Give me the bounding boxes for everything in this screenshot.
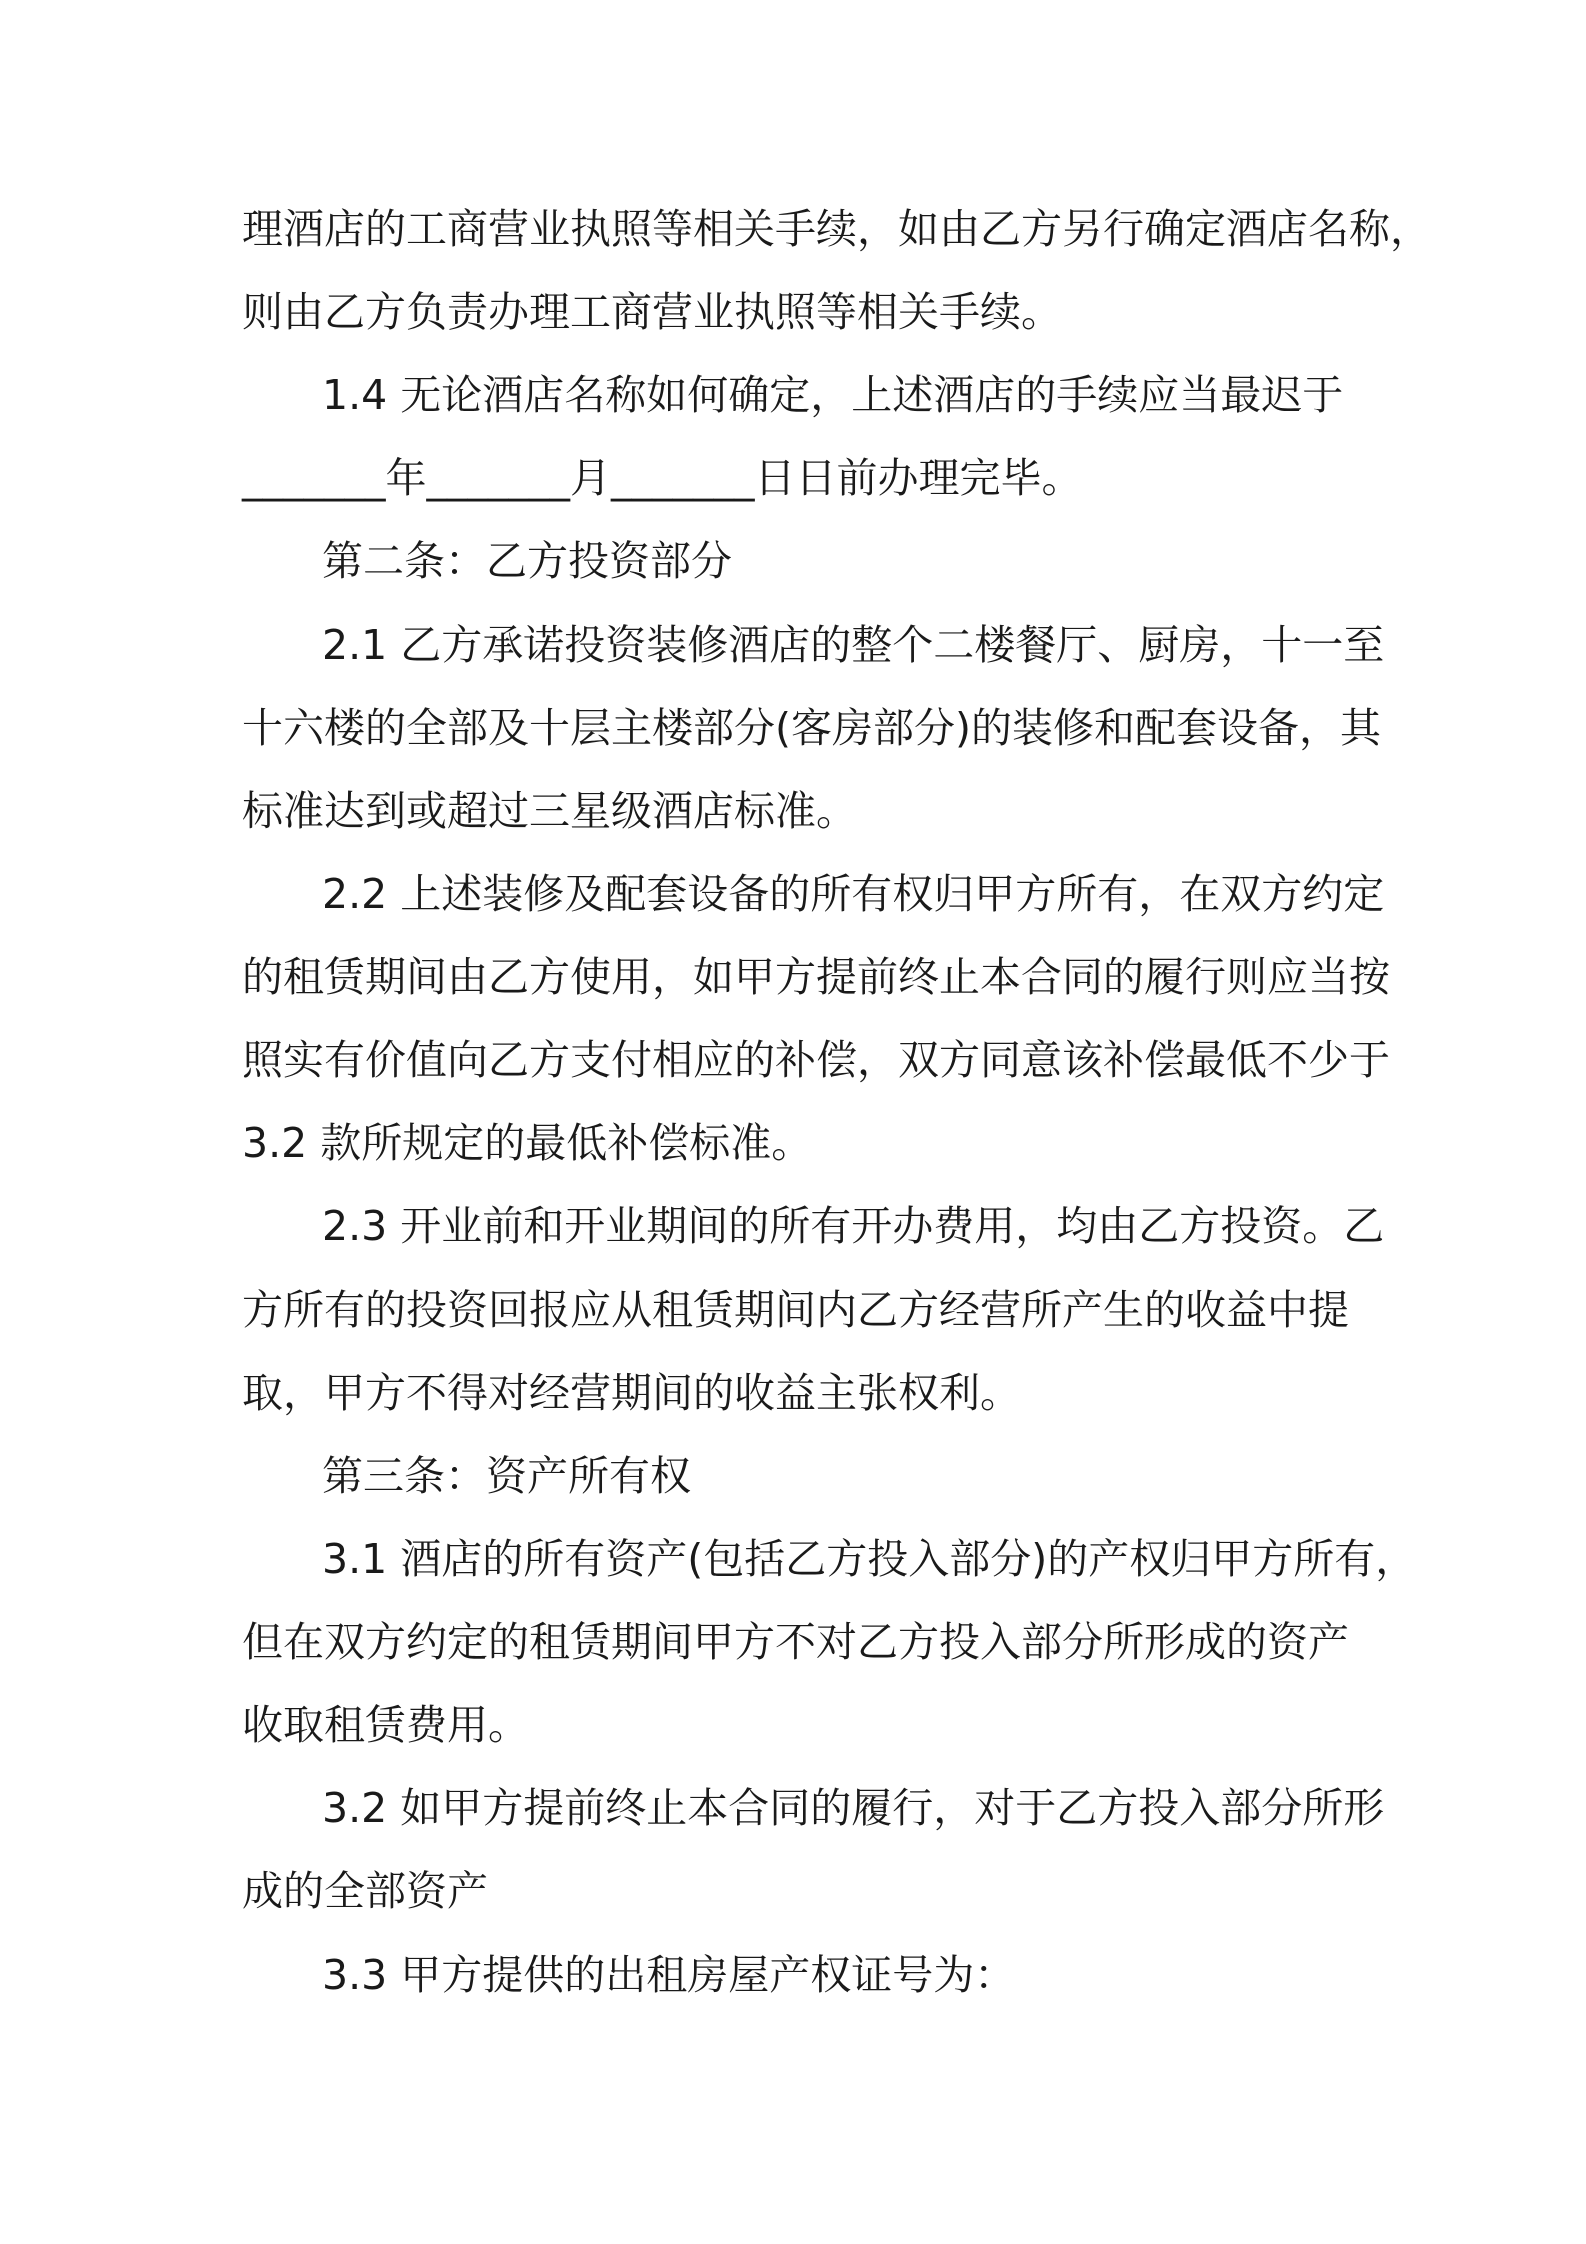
date-blank-line: _______年_______月_______日日前办理完毕。 [242, 454, 1083, 502]
paragraph-line: 收取租赁费用。 [242, 1701, 529, 1749]
paragraph-line: 但在双方约定的租赁期间甲方不对乙方投入部分所形成的资产 [242, 1618, 1349, 1666]
paragraph-line: 的租赁期间由乙方使用，如甲方提前终止本合同的履行则应当按 [242, 953, 1390, 1001]
paragraph-line: 取，甲方不得对经营期间的收益主张权利。 [242, 1369, 1021, 1417]
paragraph-line: 2.3 开业前和开业期间的所有开办费用，均由乙方投资。乙 [322, 1202, 1385, 1250]
paragraph-line: 则由乙方负责办理工商营业执照等相关手续。 [242, 288, 1062, 336]
paragraph-line: 1.4 无论酒店名称如何确定，上述酒店的手续应当最迟于 [322, 371, 1344, 419]
paragraph-line: 十六楼的全部及十层主楼部分(客房部分)的装修和配套设备，其 [242, 704, 1381, 752]
paragraph-line: 3.2 如甲方提前终止本合同的履行，对于乙方投入部分所形 [322, 1784, 1385, 1832]
paragraph-line: 3.1 酒店的所有资产(包括乙方投入部分)的产权归甲方所有， [322, 1535, 1417, 1583]
paragraph-line: 2.1 乙方承诺投资装修酒店的整个二楼餐厅、厨房，十一至 [322, 621, 1385, 669]
paragraph-line: 3.2 款所规定的最低补偿标准。 [242, 1119, 813, 1167]
paragraph-line: 方所有的投资回报应从租赁期间内乙方经营所产生的收益中提 [242, 1286, 1349, 1334]
paragraph-line: 2.2 上述装修及配套设备的所有权归甲方所有，在双方约定 [322, 870, 1385, 918]
paragraph-line: 成的全部资产 [242, 1867, 488, 1915]
section-heading: 第三条：资产所有权 [322, 1452, 691, 1500]
paragraph-line: 标准达到或超过三星级酒店标准。 [242, 787, 857, 835]
paragraph-line: 照实有价值向乙方支付相应的补偿，双方同意该补偿最低不少于 [242, 1036, 1390, 1084]
paragraph-line: 理酒店的工商营业执照等相关手续，如由乙方另行确定酒店名称， [242, 205, 1431, 253]
section-heading: 第二条：乙方投资部分 [322, 537, 732, 585]
paragraph-line: 3.3 甲方提供的出租房屋产权证号为： [322, 1951, 1016, 1999]
